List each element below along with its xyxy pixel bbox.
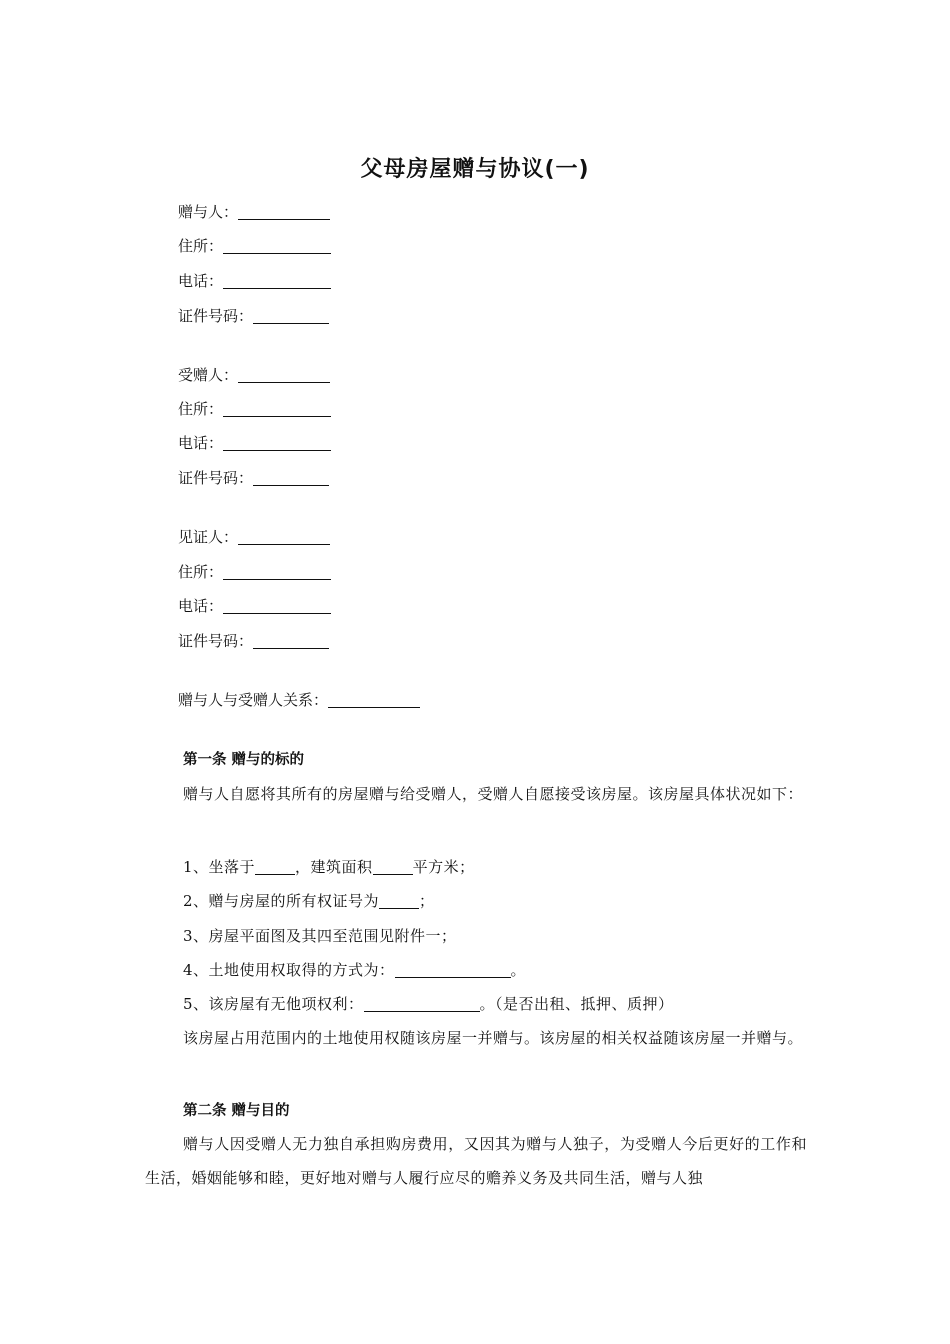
recipient-address-blank[interactable]	[223, 400, 331, 417]
article1-item5	[183, 994, 674, 1014]
item1-text-c: 平方米；	[412, 858, 475, 876]
article1-item3: 3、房屋平面图及其四至范围见附件一；	[183, 927, 457, 945]
article1-item2	[183, 891, 435, 911]
donor-address-field	[178, 236, 331, 256]
witness-address-blank[interactable]	[223, 563, 331, 580]
witness-name-blank[interactable]	[238, 528, 330, 545]
recipient-id-blank[interactable]	[253, 469, 329, 486]
donor-name-blank[interactable]	[238, 203, 330, 220]
item5-text-b: 。（是否出租、抵押、质押）	[479, 995, 674, 1013]
relation-blank[interactable]	[328, 691, 420, 708]
recipient-name-field	[178, 365, 330, 385]
article1-heading: 第一条 赠与的标的	[183, 752, 305, 768]
item4-method-blank[interactable]	[395, 961, 511, 978]
recipient-phone-field	[178, 433, 331, 453]
witness-name-label: 见证人：	[178, 528, 239, 546]
donor-address-blank[interactable]	[223, 237, 331, 254]
item4-text-b: 。	[510, 961, 527, 979]
witness-id-field	[178, 631, 329, 651]
item4-text-a: 4、土地使用权取得的方式为：	[183, 961, 395, 979]
witness-phone-field	[178, 596, 331, 616]
document-title: 父母房屋赠与协议(一)	[360, 157, 590, 182]
recipient-name-blank[interactable]	[238, 366, 330, 383]
donor-id-label: 证件号码：	[178, 307, 254, 325]
article1-intro: 赠与人自愿将其所有的房屋赠与给受赠人，受赠人自愿接受该房屋。该房屋具体状况如下：	[183, 785, 804, 803]
witness-name-field	[178, 527, 330, 547]
item1-text-a: 1、坐落于	[183, 858, 256, 876]
recipient-phone-blank[interactable]	[223, 434, 331, 451]
donor-id-blank[interactable]	[253, 307, 329, 324]
item1-area-blank[interactable]	[373, 858, 413, 875]
witness-phone-blank[interactable]	[223, 597, 331, 614]
article1-closing: 该房屋占用范围内的土地使用权随该房屋一并赠与。该房屋的相关权益随该房屋一并赠与。	[183, 1029, 804, 1047]
item5-text-a: 5、该房屋有无他项权利：	[183, 995, 364, 1013]
witness-address-field	[178, 562, 331, 582]
item2-text-a: 2、赠与房屋的所有权证号为	[183, 892, 380, 910]
recipient-id-label: 证件号码：	[178, 469, 254, 487]
donor-address-label: 住所：	[178, 237, 224, 255]
article1-item4	[183, 960, 526, 980]
item2-text-b: ；	[419, 892, 435, 910]
article2-body: 赠与人因受赠人无力独自承担购房费用，又因其为赠与人独子，为受赠人今后更好的工作和生活，婚姻能够和睦，更好地对赠与人履行应尽的赡养义务及共同生活，赠与人独	[145, 1135, 807, 1187]
donor-name-field	[178, 202, 330, 222]
donor-name-label: 赠与人：	[178, 203, 239, 221]
donor-phone-field	[178, 271, 331, 291]
relation-label: 赠与人与受赠人关系：	[178, 691, 329, 709]
recipient-address-label: 住所：	[178, 400, 224, 418]
article1-item1	[183, 857, 475, 877]
witness-id-label: 证件号码：	[178, 632, 254, 650]
witness-phone-label: 电话：	[178, 597, 224, 615]
recipient-name-label: 受赠人：	[178, 366, 239, 384]
item5-rights-blank[interactable]	[364, 995, 480, 1012]
witness-address-label: 住所：	[178, 563, 224, 581]
donor-phone-label: 电话：	[178, 272, 224, 290]
relation-field	[178, 690, 420, 710]
item1-text-b: ，建筑面积	[295, 858, 373, 876]
donor-phone-blank[interactable]	[223, 272, 331, 289]
donor-id-field	[178, 306, 329, 326]
item2-certificate-blank[interactable]	[379, 892, 419, 909]
recipient-address-field	[178, 399, 331, 419]
item1-location-blank[interactable]	[255, 858, 295, 875]
witness-id-blank[interactable]	[253, 632, 329, 649]
recipient-phone-label: 电话：	[178, 434, 224, 452]
recipient-id-field	[178, 468, 329, 488]
article2-heading: 第二条 赠与目的	[183, 1103, 290, 1119]
